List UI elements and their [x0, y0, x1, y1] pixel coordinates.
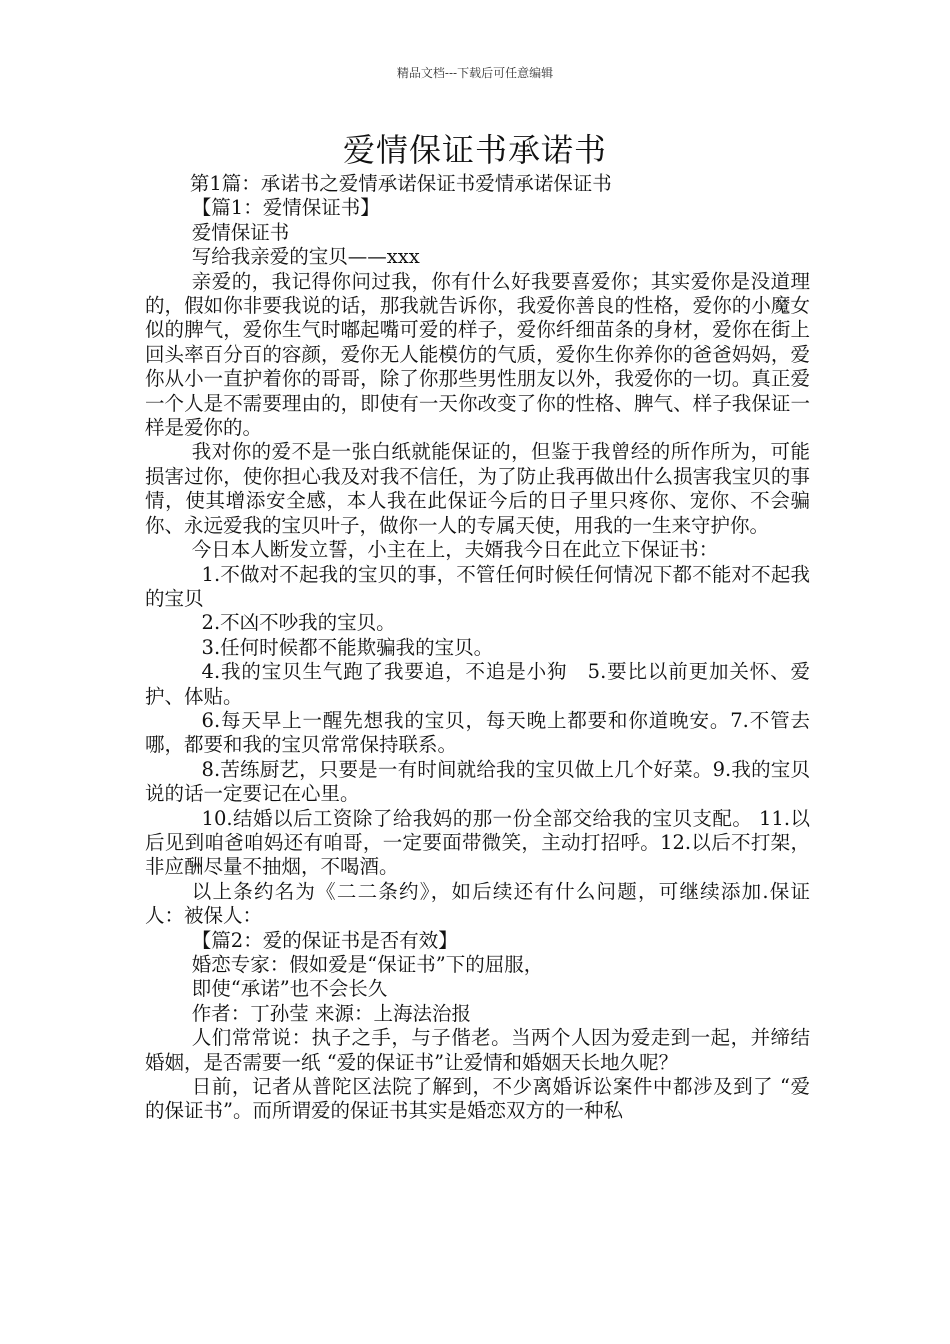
paragraph: 亲爱的，我记得你问过我，你有什么好我要喜爱你；其实爱你是没道理的，假如你非要我说的话，那我就告诉你，我爱你善良的性格，爱你的小魔女似的脾气，爱你生气时嘟起嘴可爱的样子，爱你纤细苗条的身材，爱你在街上回头率百分百的容颜，爱你无人能模仿的气质，爱你生你养你的爸爸妈妈，爱你从小一直护着你的哥哥，除了你那些男性朋友以外，我爱你的一切。真正爱一个人是不需要理由的，即使有一天你改变了你的性格、脾气、样子我保证一样是爱你的。	[145, 269, 810, 440]
list-item: 3.任何时候都不能欺骗我的宝贝。	[201, 635, 494, 659]
page-header-note: 精品文档---下载后可任意编辑	[396, 66, 554, 80]
paragraph: 写给我亲爱的宝贝——xxx	[191, 245, 420, 269]
chapter-line: 第1篇：承诺书之爱情承诺保证书爱情承诺保证书	[189, 172, 612, 195]
list-item: 1.不做对不起我的宝贝的事，不管任何时候任何情况下都不能对不起我的宝贝	[145, 562, 810, 610]
paragraph: 爱情保证书	[191, 220, 290, 244]
section-heading-1: 【篇1：爱情保证书】	[191, 196, 380, 220]
paragraph: 我对你的爱不是一张白纸就能保证的，但鉴于我曾经的所作所为，可能损害过你，使你担心我及对我不信任，为了防止我再做出什么损害我宝贝的事情，使其增添安全感，本人我在此保证今后的日子里只疼你、宠你、不会骗你、永远爱我的宝贝叶子，做你一人的专属天使，用我的一生来守护你。	[145, 440, 810, 537]
document-title: 爱情保证书承诺书	[342, 131, 607, 169]
paragraph: 今日本人断发立誓，小主在上，夫婿我今日在此立下保证书：	[191, 538, 719, 562]
list-item: 4.我的宝贝生气跑了我要追，不追是小狗 5.要比以前更加关怀、爱护、体贴。	[145, 660, 810, 708]
list-item: 2.不凶不吵我的宝贝。	[201, 611, 396, 635]
list-item: 6.每天早上一醒先想我的宝贝，每天晚上都要和你道晚安。7.不管去哪，都要和我的宝贝常常保持联系。	[145, 708, 810, 757]
list-item: 8.苦练厨艺，只要是一有时间就给我的宝贝做上几个好菜。9.我的宝贝说的话一定要记在心里。	[145, 757, 810, 806]
byline: 作者：丁孙莹 来源：上海法治报	[191, 1001, 471, 1025]
paragraph: 以上条约名为《二二条约》，如后续还有什么问题，可继续添加.保证人：被保人：	[145, 879, 810, 928]
paragraph: 婚恋专家：假如爱是“保证书”下的屈服，	[191, 953, 544, 976]
paragraph: 人们常常说：执子之手，与子偕老。当两个人因为爱走到一起，并缔结婚姻，是否需要一纸 “爱的保证书”让爱情和婚姻天长地久呢？	[145, 1026, 810, 1074]
paragraph: 日前，记者从普陀区法院了解到，不少离婚诉讼案件中都涉及到了 “爱的保证书”。而所谓爱的保证书其实是婚恋双方的一种私	[145, 1075, 810, 1123]
section-heading-2: 【篇2：爱的保证书是否有效】	[191, 928, 458, 952]
paragraph: 即使“承诺”也不会长久	[191, 977, 388, 1001]
document-body	[145, 172, 810, 1124]
list-item: 10.结婚以后工资除了给我妈的那一份全部交给我的宝贝支配。 11.以后见到咱爸咱妈还有咱哥，一定要面带微笑，主动打招呼。12.以后不打架，非应酬尽量不抽烟，不喝酒。	[145, 806, 810, 879]
